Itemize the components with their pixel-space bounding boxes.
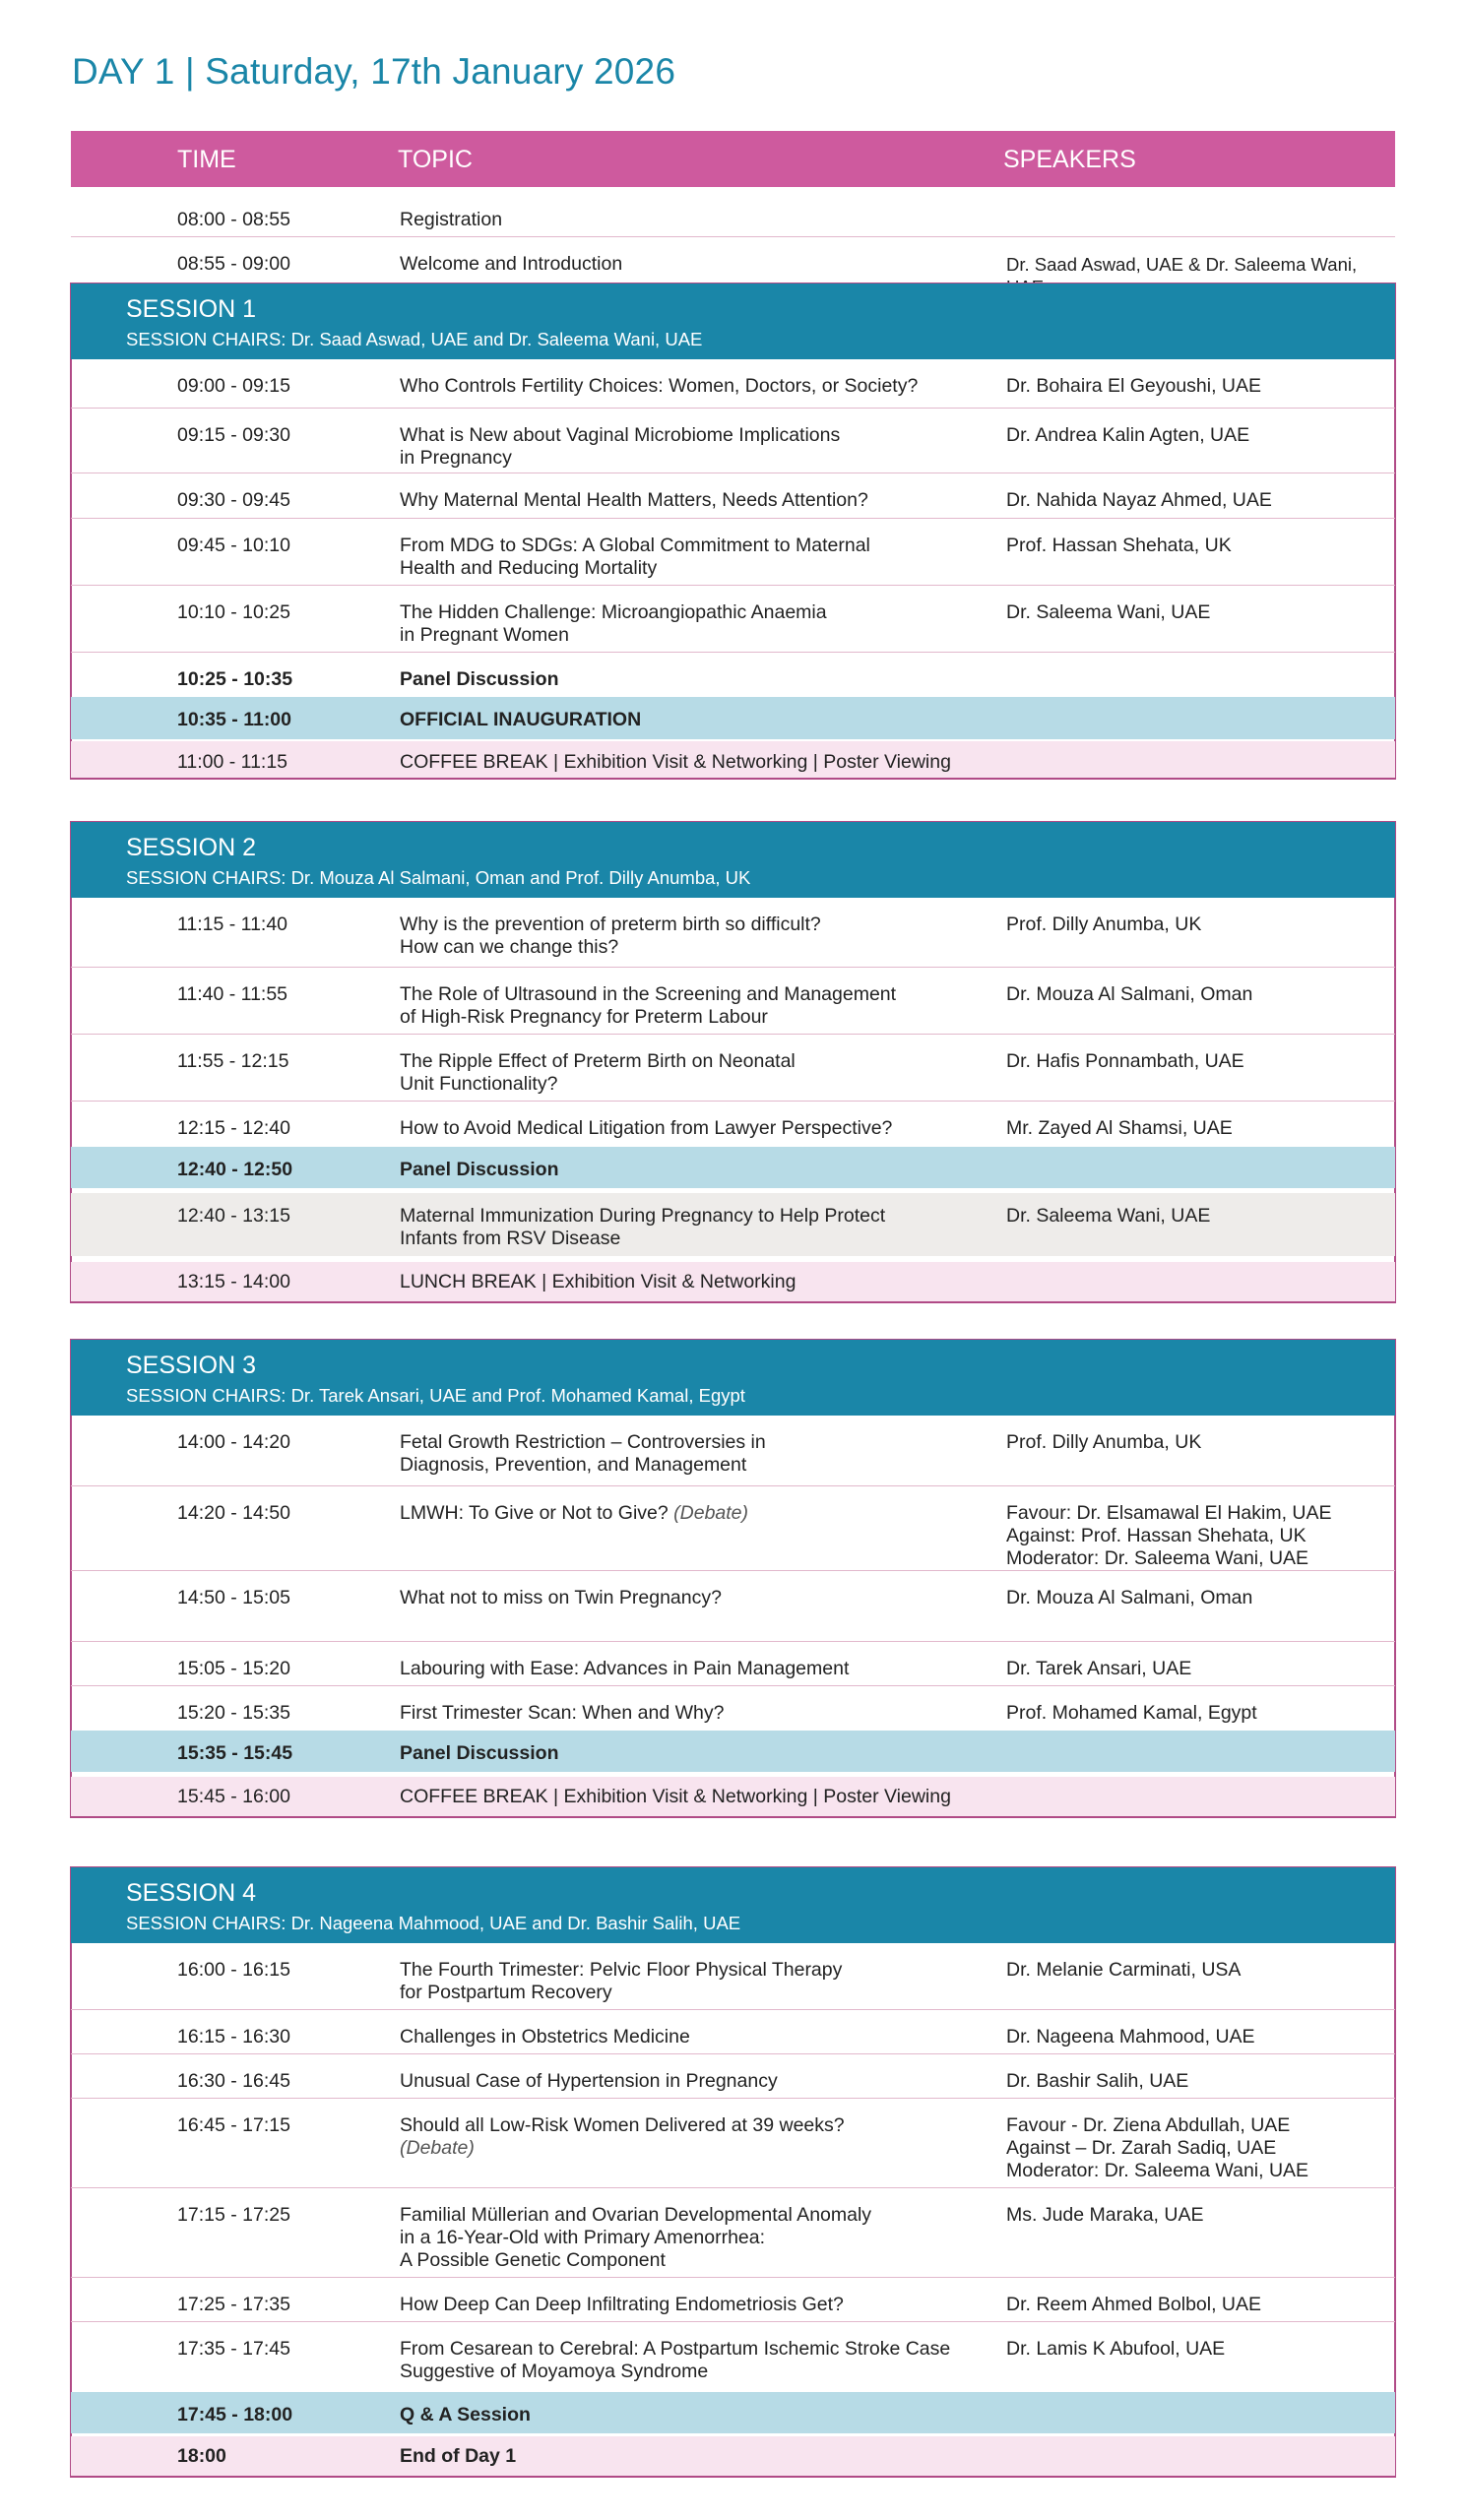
row-time: 09:30 - 09:45 [177, 489, 290, 511]
session-chairs: SESSION CHAIRS: Dr. Saad Aswad, UAE and Dr. Saleema Wani, UAE [126, 329, 703, 349]
row-time: 10:25 - 10:35 [177, 668, 293, 690]
table-row-panel [71, 1147, 1395, 1188]
topic-text: Should all Low-Risk Women Delivered at 39 weeks? [400, 2114, 845, 2136]
session-title: SESSION 2 [126, 834, 256, 861]
row-time: 15:20 - 15:35 [177, 1702, 290, 1724]
row-time: 15:05 - 15:20 [177, 1658, 290, 1679]
table-header [71, 131, 1395, 187]
row-topic: OFFICIAL INAUGURATION [400, 709, 642, 730]
row-topic: Labouring with Ease: Advances in Pain Management [400, 1658, 850, 1679]
row-speaker: Dr. Lamis K Abufool, UAE [1006, 2338, 1226, 2360]
table-row-qa [71, 2392, 1395, 2433]
row-speaker: Dr. Bohaira El Geyoushi, UAE [1006, 375, 1262, 397]
row-speaker: Mr. Zayed Al Shamsi, UAE [1006, 1117, 1233, 1139]
row-speaker: Prof. Hassan Shehata, UK [1006, 535, 1232, 556]
row-time: 16:00 - 16:15 [177, 1959, 290, 1981]
session-title: SESSION 4 [126, 1879, 256, 1907]
table-row [71, 359, 1395, 409]
row-topic: Registration [400, 209, 503, 230]
row-time: 12:40 - 13:15 [177, 1205, 290, 1227]
row-time: 17:35 - 17:45 [177, 2338, 290, 2360]
table-row-break [71, 1262, 1395, 1301]
row-topic: First Trimester Scan: When and Why? [400, 1702, 725, 1724]
session-1-header [71, 284, 1395, 359]
table-row [71, 2054, 1395, 2099]
table-row-panel [71, 1731, 1395, 1772]
row-speaker: Favour: Dr. Elsamawal El Hakim, UAE Against: Prof. Hassan Shehata, UK Moderator: Dr. Saleema Wani, UAE [1006, 1502, 1332, 1569]
row-topic: Fetal Growth Restriction – Controversies in Diagnosis, Prevention, and Management [400, 1431, 766, 1476]
table-row [71, 1416, 1395, 1486]
row-topic: Q & A Session [400, 2404, 531, 2426]
table-row [71, 2278, 1395, 2322]
row-time: 12:40 - 12:50 [177, 1159, 293, 1180]
row-speaker: Dr. Melanie Carminati, USA [1006, 1959, 1242, 1981]
day-title: DAY 1 | Saturday, 17th January 2026 [72, 51, 676, 92]
table-row-inauguration [71, 697, 1395, 739]
row-topic: Why is the prevention of preterm birth so difficult? How can we change this? [400, 914, 821, 958]
row-topic: Challenges in Obstetrics Medicine [400, 2026, 690, 2048]
row-topic [400, 2114, 845, 2160]
session-title: SESSION 3 [126, 1352, 256, 1379]
row-topic: Panel Discussion [400, 1159, 559, 1180]
row-topic: The Role of Ultrasound in the Screening and Management of High-Risk Pregnancy for Preterm Labour [400, 983, 897, 1028]
session-4-header [71, 1867, 1395, 1943]
row-time: 09:00 - 09:15 [177, 375, 290, 397]
row-speaker: Dr. Reem Ahmed Bolbol, UAE [1006, 2294, 1262, 2315]
header-topic: TOPIC [398, 146, 473, 173]
session-chairs: SESSION CHAIRS: Dr. Nageena Mahmood, UAE and Dr. Bashir Salih, UAE [126, 1913, 741, 1933]
header-time: TIME [177, 146, 236, 173]
row-speaker: Dr. Bashir Salih, UAE [1006, 2070, 1189, 2092]
table-row [71, 473, 1395, 519]
table-row [71, 1571, 1395, 1642]
table-row [71, 2099, 1395, 2188]
row-topic: The Fourth Trimester: Pelvic Floor Physical Therapy for Postpartum Recovery [400, 1959, 843, 2003]
table-row-break [71, 1777, 1395, 1816]
table-row [71, 2322, 1395, 2392]
table-row [71, 968, 1395, 1035]
table-row [71, 2010, 1395, 2054]
row-speaker: Dr. Andrea Kalin Agten, UAE [1006, 424, 1250, 446]
row-time: 14:20 - 14:50 [177, 1502, 290, 1524]
table-row [71, 1035, 1395, 1102]
row-time: 16:45 - 17:15 [177, 2114, 290, 2136]
table-row [71, 1102, 1395, 1147]
row-speaker: Favour - Dr. Ziena Abdullah, UAE Against – Dr. Zarah Sadiq, UAE Moderator: Dr. Saleema Wani, UAE [1006, 2114, 1309, 2181]
table-row-break [71, 741, 1395, 778]
row-speaker: Prof. Mohamed Kamal, Egypt [1006, 1702, 1257, 1724]
topic-text: LMWH: To Give or Not to Give? [400, 1502, 669, 1524]
row-topic: What is New about Vaginal Microbiome Implications in Pregnancy [400, 424, 841, 469]
row-time: 08:00 - 08:55 [177, 209, 290, 230]
header-speakers: SPEAKERS [1003, 146, 1136, 173]
row-time: 11:15 - 11:40 [177, 914, 288, 935]
row-topic: Maternal Immunization During Pregnancy to Help Protect Infants from RSV Disease [400, 1205, 886, 1249]
row-time: 16:15 - 16:30 [177, 2026, 290, 2048]
row-topic: End of Day 1 [400, 2445, 517, 2467]
row-topic: From MDG to SDGs: A Global Commitment to Maternal Health and Reducing Mortality [400, 535, 870, 579]
row-topic: What not to miss on Twin Pregnancy? [400, 1587, 722, 1608]
row-time: 08:55 - 09:00 [177, 253, 290, 275]
table-row [71, 898, 1395, 968]
row-time: 10:10 - 10:25 [177, 601, 290, 623]
row-topic: The Hidden Challenge: Microangiopathic Anaemia in Pregnant Women [400, 601, 827, 646]
row-speaker: Dr. Nahida Nayaz Ahmed, UAE [1006, 489, 1272, 511]
row-topic: Familial Müllerian and Ovarian Developmental Anomaly in a 16-Year-Old with Primary Amenorrhea: A Possible Genetic Component [400, 2204, 872, 2271]
row-speaker: Prof. Dilly Anumba, UK [1006, 1431, 1202, 1453]
row-speaker: Ms. Jude Maraka, UAE [1006, 2204, 1204, 2226]
row-topic: Why Maternal Mental Health Matters, Needs Attention? [400, 489, 868, 511]
debate-note: (Debate) [400, 2137, 475, 2159]
row-speaker: Dr. Saleema Wani, UAE [1006, 601, 1211, 623]
row-time: 17:25 - 17:35 [177, 2294, 290, 2315]
row-topic: COFFEE BREAK | Exhibition Visit & Networking | Poster Viewing [400, 751, 951, 773]
session-chairs: SESSION CHAIRS: Dr. Tarek Ansari, UAE and Prof. Mohamed Kamal, Egypt [126, 1385, 745, 1406]
row-speaker: Dr. Mouza Al Salmani, Oman [1006, 983, 1253, 1005]
table-row [71, 237, 1395, 283]
row-topic: LUNCH BREAK | Exhibition Visit & Networking [400, 1271, 797, 1292]
row-topic: Who Controls Fertility Choices: Women, Doctors, or Society? [400, 375, 919, 397]
row-topic: How Deep Can Deep Infiltrating Endometriosis Get? [400, 2294, 844, 2315]
row-topic: Panel Discussion [400, 1742, 559, 1764]
row-time: 17:45 - 18:00 [177, 2404, 293, 2426]
row-time: 09:45 - 10:10 [177, 535, 290, 556]
row-topic [400, 1502, 748, 1525]
row-speaker: Dr. Saleema Wani, UAE [1006, 1205, 1211, 1227]
row-time: 13:15 - 14:00 [177, 1271, 290, 1292]
table-row [71, 1193, 1395, 1256]
row-time: 11:00 - 11:15 [177, 751, 288, 773]
row-time: 10:35 - 11:00 [177, 709, 292, 730]
row-speaker: Dr. Tarek Ansari, UAE [1006, 1658, 1192, 1679]
table-row [71, 586, 1395, 653]
session-3-header [71, 1340, 1395, 1416]
table-row [71, 1943, 1395, 2010]
row-time: 15:45 - 16:00 [177, 1786, 290, 1807]
row-topic: Welcome and Introduction [400, 253, 623, 275]
table-row [71, 519, 1395, 586]
table-row-panel [71, 653, 1395, 697]
row-speaker: Prof. Dilly Anumba, UK [1006, 914, 1202, 935]
debate-note: (Debate) [673, 1502, 749, 1524]
row-time: 11:40 - 11:55 [177, 983, 288, 1005]
table-row [71, 1642, 1395, 1686]
row-topic: From Cesarean to Cerebral: A Postpartum Ischemic Stroke Case Suggestive of Moyamoya Syndrome [400, 2338, 951, 2382]
row-speaker: Dr. Hafis Ponnambath, UAE [1006, 1050, 1244, 1072]
table-row [71, 2188, 1395, 2278]
row-time: 09:15 - 09:30 [177, 424, 290, 446]
row-time: 17:15 - 17:25 [177, 2204, 290, 2226]
row-topic: Unusual Case of Hypertension in Pregnancy [400, 2070, 778, 2092]
session-chairs: SESSION CHAIRS: Dr. Mouza Al Salmani, Oman and Prof. Dilly Anumba, UK [126, 867, 751, 888]
row-speaker: Dr. Mouza Al Salmani, Oman [1006, 1587, 1253, 1608]
row-time: 14:50 - 15:05 [177, 1587, 290, 1608]
table-row [71, 193, 1395, 237]
row-time: 18:00 [177, 2445, 226, 2467]
table-row [71, 409, 1395, 473]
row-time: 16:30 - 16:45 [177, 2070, 290, 2092]
row-topic: The Ripple Effect of Preterm Birth on Neonatal Unit Functionality? [400, 1050, 796, 1095]
row-topic: Panel Discussion [400, 668, 559, 690]
row-time: 14:00 - 14:20 [177, 1431, 290, 1453]
row-time: 11:55 - 12:15 [177, 1050, 289, 1072]
session-2-header [71, 822, 1395, 898]
row-time: 12:15 - 12:40 [177, 1117, 290, 1139]
table-row [71, 1486, 1395, 1571]
row-time: 15:35 - 15:45 [177, 1742, 293, 1764]
table-row-end [71, 2436, 1395, 2476]
row-speaker: Dr. Nageena Mahmood, UAE [1006, 2026, 1255, 2048]
table-row [71, 1686, 1395, 1731]
session-title: SESSION 1 [126, 295, 256, 323]
row-topic: How to Avoid Medical Litigation from Lawyer Perspective? [400, 1117, 893, 1139]
row-speaker: Dr. Saad Aswad, UAE & Dr. Saleema Wani, [1006, 254, 1358, 275]
row-topic: COFFEE BREAK | Exhibition Visit & Networking | Poster Viewing [400, 1786, 951, 1807]
